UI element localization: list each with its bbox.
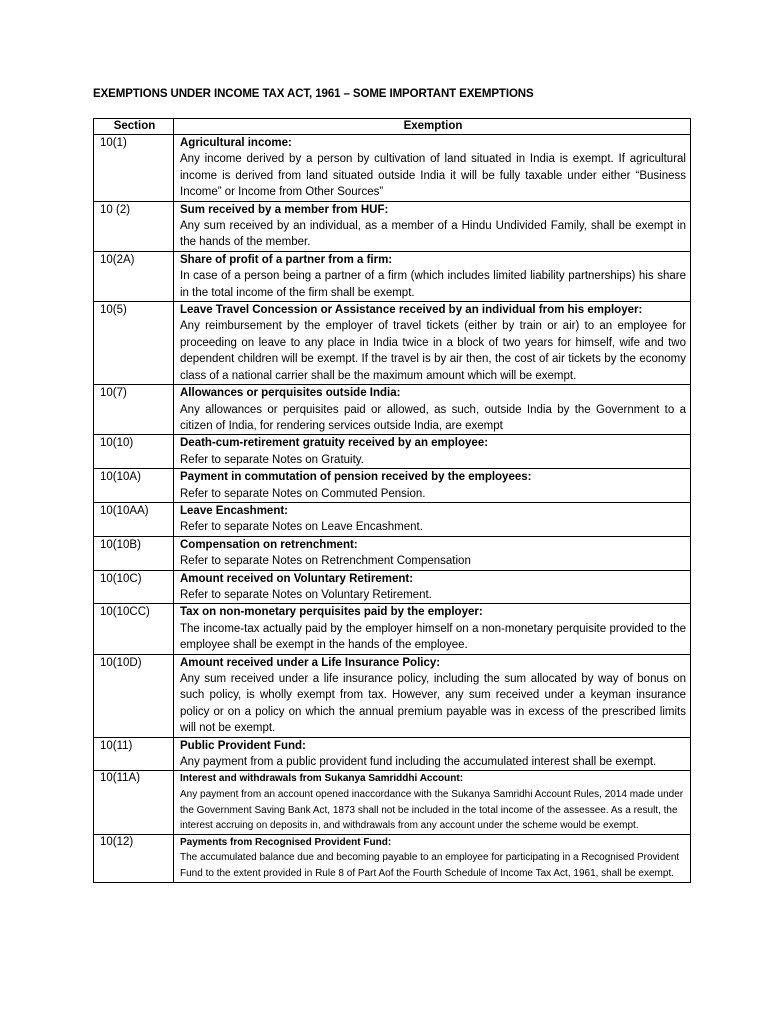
exemption-cell <box>174 536 691 570</box>
section-number: 10(2A) <box>94 251 174 301</box>
section-number: 10(12) <box>94 834 174 882</box>
exemption-description: Any sum received under a life insurance policy, including the sum allocated by way of bonus on such policy, is wholly exempt from tax. However, any sum received under a keyman insurance policy or on a policy on which the annual premium payable was in excess of the prescribed limits will not be exempt. <box>180 673 686 735</box>
exemption-cell <box>174 570 691 604</box>
table-row <box>94 536 691 570</box>
section-number: 10(11) <box>94 737 174 771</box>
exemptions-table <box>93 118 691 883</box>
exemption-description: Refer to separate Notes on Voluntary Retirement. <box>180 588 432 601</box>
exemption-cell <box>174 604 691 654</box>
table-row <box>94 135 691 202</box>
table-row <box>94 604 691 654</box>
exemption-title: Sum received by a member from HUF: <box>180 203 389 216</box>
exemption-title: Allowances or perquisites outside India: <box>180 387 401 400</box>
table-row <box>94 435 691 469</box>
section-number: 10(1) <box>94 135 174 202</box>
exemption-title: Amount received on Voluntary Retirement: <box>180 572 414 585</box>
exemption-cell <box>174 654 691 737</box>
table-row <box>94 385 691 435</box>
document-title: EXEMPTIONS UNDER INCOME TAX ACT, 1961 – SOME IMPORTANT EXEMPTIONS <box>93 88 534 100</box>
section-number: 10(10D) <box>94 654 174 737</box>
section-number: 10(10C) <box>94 570 174 604</box>
exemption-description: Any allowances or perquisites paid or allowed, as such, outside India by the Government to a citizen of India, for rendering services outside India, are exempt <box>180 403 686 432</box>
table-row <box>94 654 691 737</box>
section-number: 10 (2) <box>94 201 174 251</box>
exemption-cell <box>174 435 691 469</box>
exemption-description: Refer to separate Notes on Gratuity. <box>180 453 364 466</box>
exemption-cell <box>174 385 691 435</box>
table-row <box>94 201 691 251</box>
section-number: 10(10B) <box>94 536 174 570</box>
exemption-description: Refer to separate Notes on Leave Encashment. <box>180 521 423 534</box>
exemption-description: Refer to separate Notes on Retrenchment Compensation <box>180 555 471 568</box>
section-number: 10(10AA) <box>94 502 174 536</box>
table-row <box>94 570 691 604</box>
exemption-column-header: Exemption <box>174 119 691 135</box>
table-row <box>94 771 691 834</box>
exemption-description: Any reimbursement by the employer of travel tickets (either by train or air) to an employee for proceeding on leave to any place in India twice in a block of two years for himself, wife and two dependent children will be exempt. If the travel is by air then, the cost of air tickets by the economy class of a national carrier shall be the maximum amount which will be exempt. <box>180 320 686 382</box>
section-number: 10(10A) <box>94 469 174 503</box>
exemption-title: Amount received under a Life Insurance Policy: <box>180 656 441 669</box>
exemption-title: Payment in commutation of pension received by the employees: <box>180 471 532 484</box>
table-row <box>94 302 691 385</box>
exemption-description: The income-tax actually paid by the employer himself on a non-monetary perquisite provided to the employee shall be exempt in the hands of the employee. <box>180 622 686 652</box>
table-row <box>94 834 691 882</box>
exemption-title: Leave Encashment: <box>180 504 289 517</box>
section-number: 10(7) <box>94 385 174 435</box>
exemption-cell <box>174 771 691 834</box>
exemption-title: Compensation on retrenchment: <box>180 538 358 551</box>
exemption-title: Leave Travel Concession or Assistance received by an individual from his employer: <box>180 304 643 317</box>
exemption-cell <box>174 201 691 251</box>
section-number: 10(10CC) <box>94 604 174 654</box>
exemption-title: Payments from Recognised Provident Fund: <box>180 836 392 848</box>
table-row <box>94 737 691 771</box>
table-header-row <box>94 119 691 135</box>
exemption-description: Any payment from a public provident fund including the accumulated interest shall be exempt. <box>180 756 657 769</box>
exemption-title: Death-cum-retirement gratuity received by an employee: <box>180 437 489 450</box>
exemption-cell <box>174 834 691 882</box>
section-number: 10(10) <box>94 435 174 469</box>
exemption-description: Any income derived by a person by cultivation of land situated in India is exempt. If agricultural income is derived from land situated outside India it will be fully taxable under either “Business Income” or Income from Other Sources” <box>180 153 686 199</box>
exemption-title: Share of profit of a partner from a firm: <box>180 253 393 266</box>
exemption-description: Refer to separate Notes on Commuted Pension. <box>180 487 426 500</box>
exemption-title: Interest and withdrawals from Sukanya Samriddhi Account: <box>180 773 464 785</box>
exemption-description: The accumulated balance due and becoming payable to an employee for participating in a Recognised Provident Fund to the extent provided in Rule 8 of Part Aof the Fourth Schedule of Income Tax Act, 1961, shall be exempt. <box>180 852 680 879</box>
exemption-cell <box>174 302 691 385</box>
exemption-description: Any sum received by an individual, as a member of a Hindu Undivided Family, shall be exempt in the hands of the member. <box>180 220 686 249</box>
exemption-description: In case of a person being a partner of a firm (which includes limited liability partnerships) his share in the total income of the firm shall be exempt. <box>180 270 686 299</box>
table-row <box>94 502 691 536</box>
table-row <box>94 251 691 301</box>
exemption-cell <box>174 737 691 771</box>
exemption-cell <box>174 135 691 202</box>
exemption-title: Tax on non-monetary perquisites paid by the employer: <box>180 606 483 619</box>
exemption-title: Public Provident Fund: <box>180 739 306 752</box>
section-number: 10(11A) <box>94 771 174 834</box>
table-row <box>94 469 691 503</box>
exemption-cell <box>174 469 691 503</box>
exemption-cell <box>174 502 691 536</box>
exemption-title: Agricultural income: <box>180 137 292 149</box>
exemption-cell <box>174 251 691 301</box>
section-column-header: Section <box>94 119 174 135</box>
exemption-description: Any payment from an account opened inaccordance with the Sukanya Samridhi Account Rules, 2014 made under the Government Saving Bank Act, 1873 shall not be included in the total income of the assessee. As a result, the interest accruing on deposits in, and withdrawals from any account under the scheme would be exempt. <box>180 789 684 832</box>
section-number: 10(5) <box>94 302 174 385</box>
